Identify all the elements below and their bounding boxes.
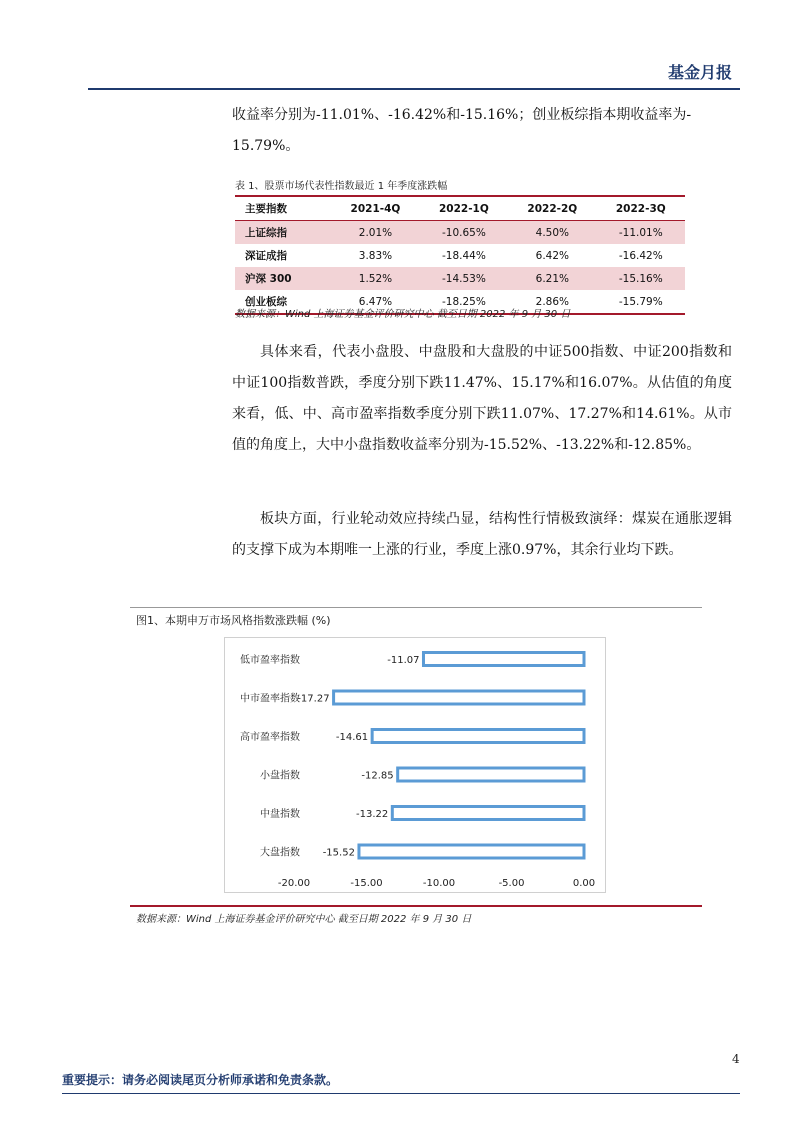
paragraph-style-analysis: 具体来看，代表小盘股、中盘股和大盘股的中证500指数、中证200指数和中证100指数普跌，季度分别下跌11.47%、15.17%和16.07%。从估值的角度来看，低、中、高市盈率指数季度分别下跌11.07%、17.27%和14.61%。从市值的角度上，大中小盘指数收益率分别为-15.52%、-13.22%和-12.85%。 <box>232 344 732 453</box>
figure-bottom-rule <box>130 905 702 907</box>
table-cell: -15.16% <box>597 267 685 290</box>
table-cell: 创业板综 <box>235 290 331 314</box>
table-cell: -10.65% <box>420 221 508 245</box>
chart-category-label: 大盘指数 <box>260 847 300 859</box>
chart-x-tick-label: -15.00 <box>350 878 383 889</box>
chart-x-tick-label: -5.00 <box>498 878 525 889</box>
table-cell: 4.50% <box>508 221 596 245</box>
chart-category-label: 中盘指数 <box>260 809 300 820</box>
chart-bar <box>398 768 584 781</box>
table-caption: 表 1、股票市场代表性指数最近 1 年季度涨跌幅 <box>235 181 448 192</box>
table-cell: -15.79% <box>597 290 685 314</box>
chart-x-tick-label: 0.00 <box>572 878 596 889</box>
chart-category-label: 小盘指数 <box>260 770 300 782</box>
table-cell: 6.42% <box>535 249 569 262</box>
chart-bar <box>392 807 584 820</box>
table-cell: -11.01% <box>597 221 685 245</box>
table-cell: 3.83% <box>358 249 393 262</box>
index-return-table <box>235 195 685 315</box>
paragraph-intro-line1: 收益率分别为-11.01%、-16.42%和-15.16%；创业板综指本期收益率为- <box>232 107 692 123</box>
report-title: 基金月报 <box>667 63 732 82</box>
table-header-cell: 2022-3Q <box>597 196 685 221</box>
chart-bar <box>372 730 584 743</box>
figure-top-rule <box>130 607 702 608</box>
chart-value-label: -12.85 <box>361 770 394 782</box>
paragraph-sector-analysis: 板块方面，行业轮动效应持续凸显，结构性行情极致演绎：煤炭在通胀逻辑的支撑下成为本期唯一上涨的行业，季度上涨0.97%，其余行业均下跌。 <box>232 511 732 558</box>
table-cell: -16.42% <box>618 249 663 262</box>
table-header-row <box>235 196 685 221</box>
table-row <box>235 244 685 267</box>
table-cell: -14.53% <box>420 267 508 290</box>
chart-value-label: -11.07 <box>387 655 420 666</box>
table-row <box>235 267 685 290</box>
style-index-bar-chart <box>224 637 606 897</box>
table-cell: 上证综指 <box>235 221 331 245</box>
figure-source: 数据来源：Wind 上海证券基金评价研究中心 截至日期 2022 年 9 月 30 日 <box>136 914 472 925</box>
table-header-cell: 2022-2Q <box>508 196 596 221</box>
chart-value-label: -15.52 <box>322 847 355 859</box>
table-cell: -18.25% <box>420 290 508 314</box>
chart-category-label: 中市盈率指数 <box>240 693 300 705</box>
table-cell: 深证成指 <box>245 250 287 262</box>
table-cell: 6.21% <box>508 267 596 290</box>
table-cell: -18.44% <box>441 249 486 262</box>
chart-category-label: 低市盈率指数 <box>240 655 300 666</box>
chart-category-label: 高市盈率指数 <box>240 732 300 743</box>
table-cell: 1.52% <box>331 267 419 290</box>
paragraph-intro-line2: 15.79%。 <box>232 138 300 154</box>
chart-value-label: -13.22 <box>356 809 389 820</box>
footer-notice: 重要提示：请务必阅读尾页分析师承诺和免责条款。 <box>62 1073 339 1087</box>
table-header-cell: 2021-4Q <box>331 196 419 221</box>
figure-caption: 图1、本期申万市场风格指数涨跌幅 (%) <box>136 614 331 627</box>
chart-bar <box>423 653 584 666</box>
chart-bar <box>359 845 584 858</box>
table-cell: 沪深 300 <box>235 267 331 290</box>
footer-divider <box>62 1093 740 1094</box>
table-row <box>235 221 685 245</box>
table-header-cell: 2022-1Q <box>420 196 508 221</box>
paragraph-intro <box>232 100 732 162</box>
chart-x-tick-label: -20.00 <box>277 878 311 889</box>
chart-value-label: -17.27 <box>297 693 330 705</box>
header-divider <box>88 88 740 90</box>
chart-value-label: -14.61 <box>335 732 369 743</box>
chart-x-tick-label: -10.00 <box>422 878 456 889</box>
table-cell: 2.01% <box>331 221 419 245</box>
table-cell: 6.47% <box>331 290 419 314</box>
page-number: 4 <box>732 1052 740 1066</box>
table-source: 数据来源：Wind 上海证券基金评价研究中心 截至日期 2022 年 9 月 30 日 <box>235 309 571 320</box>
chart-bar <box>334 691 584 704</box>
table-header-cell: 主要指数 <box>235 196 331 221</box>
table-cell: 2.86% <box>508 290 596 314</box>
